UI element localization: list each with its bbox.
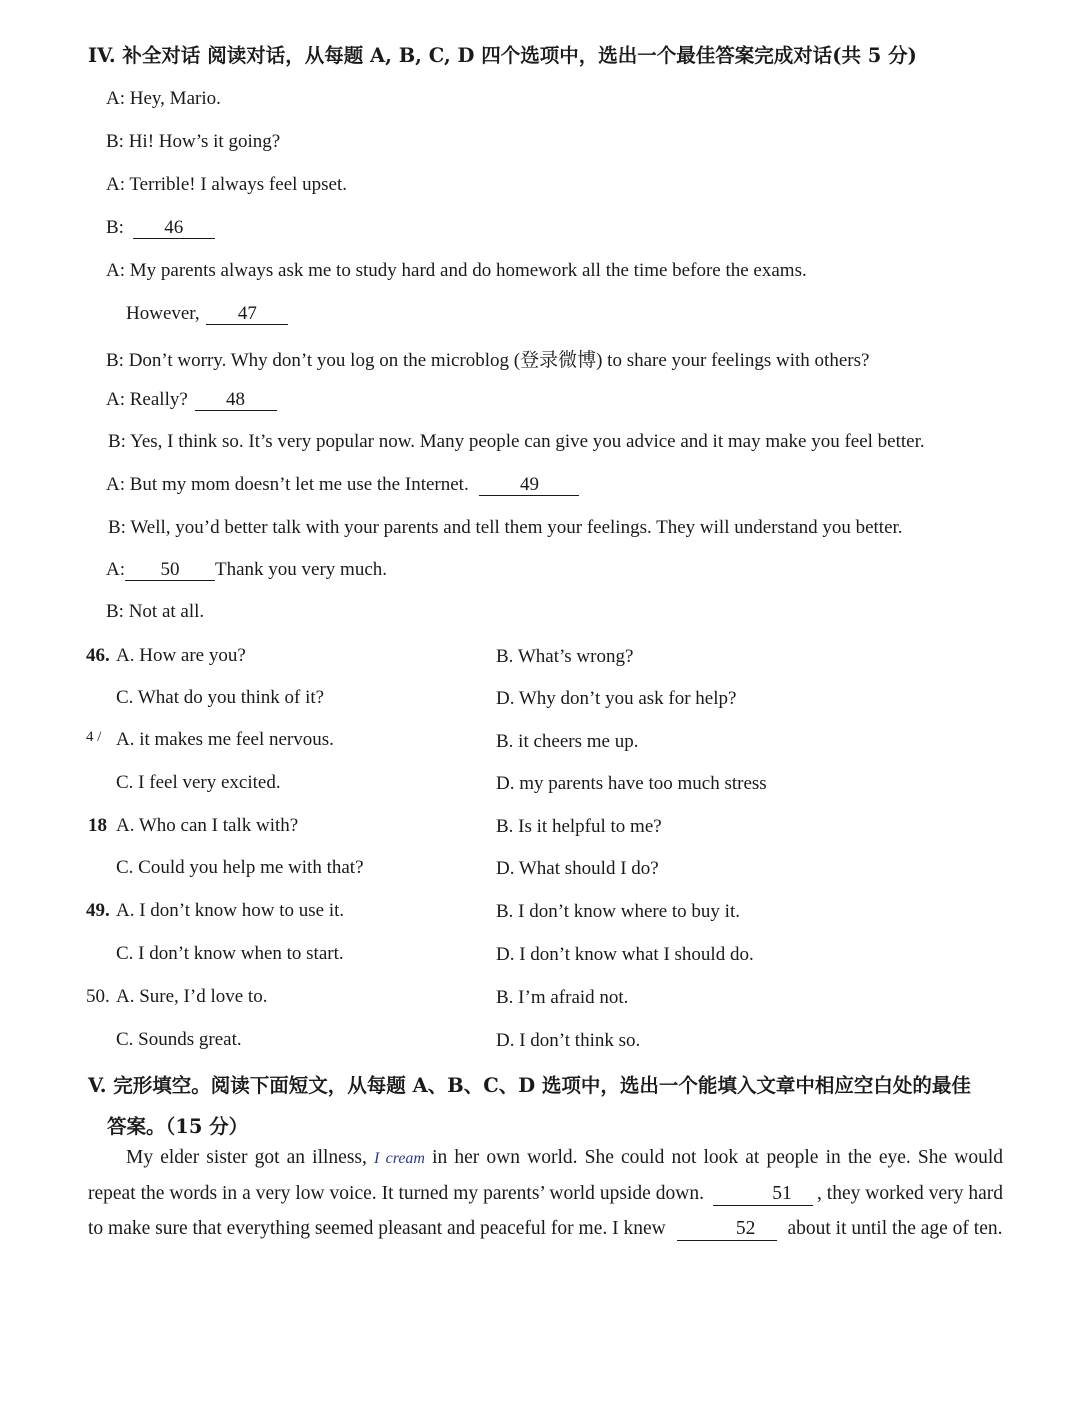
option-b: B. What’s wrong?: [496, 646, 634, 667]
dialogue-line: A: Terrible! I always feel upset.: [106, 174, 348, 195]
dialogue-line: B: Yes, I think so. It’s very popular now. Many people can give you advice and it may make you feel better.: [108, 431, 925, 452]
option-d: D. my parents have too much stress: [496, 773, 767, 794]
handwritten-scribble: I cream: [374, 1150, 425, 1167]
option-c: C. Sounds great.: [116, 1029, 242, 1050]
option-d: D. I don’t know what I should do.: [496, 944, 754, 965]
dialogue-text: Thank you very much.: [215, 559, 388, 580]
option-b: B. I’m afraid not.: [496, 987, 629, 1008]
answer-blank: 48: [195, 390, 277, 411]
dialogue-text: However,: [126, 303, 205, 324]
dialogue-line: A: My parents always ask me to study hard and do homework all the time before the exams.: [106, 260, 807, 281]
dialogue-line: B: Hi! How’s it going?: [106, 131, 281, 152]
dialogue-line: B: Well, you’d better talk with your parents and tell them your feelings. They will understand you better.: [108, 517, 903, 538]
passage-text: , they worked very hard to make sure that everything seemed pleasant and peaceful for me. I knew: [88, 1183, 1003, 1239]
question-number: 18: [88, 815, 107, 836]
dialogue-line: B: Not at all.: [106, 601, 205, 622]
section-4-heading: IV. 补全对话 阅读对话，从每题 A, B, C, D 四个选项中，选出一个最佳答案完成对话(共 5 分): [88, 44, 917, 67]
option-d: D. Why don’t you ask for help?: [496, 688, 737, 709]
dialogue-line: [106, 559, 387, 581]
section-5-heading-cont: 答案。（15 分）: [107, 1115, 249, 1138]
dialogue-line: [106, 217, 215, 239]
option-d: D. What should I do?: [496, 858, 659, 879]
dialogue-text: A: But my mom doesn’t let me use the Internet.: [106, 474, 474, 495]
answer-blank: 51: [713, 1183, 813, 1206]
question-number: 49.: [86, 900, 110, 921]
answer-blank: 47: [206, 304, 288, 325]
option-b: B. Is it helpful to me?: [496, 816, 662, 837]
dialogue-line: [126, 303, 288, 325]
dialogue-text: B:: [106, 217, 129, 238]
answer-blank: 49: [479, 475, 579, 496]
passage-text: about it until the age of ten.: [782, 1218, 1003, 1239]
cloze-passage: [88, 1140, 1003, 1246]
dialogue-line: [106, 474, 579, 496]
option-b: B. it cheers me up.: [496, 731, 639, 752]
question-number: 50.: [86, 986, 110, 1007]
option-a: A. Who can I talk with?: [116, 815, 299, 836]
dialogue-line: A: Hey, Mario.: [106, 88, 221, 109]
option-c: C. I don’t know when to start.: [116, 943, 344, 964]
option-b: B. I don’t know where to buy it.: [496, 901, 740, 922]
answer-blank: 46: [133, 218, 215, 239]
answer-blank: 52: [677, 1218, 777, 1241]
option-c: C. What do you think of it?: [116, 687, 325, 708]
option-d: D. I don’t think so.: [496, 1030, 641, 1051]
option-a: A. How are you?: [116, 645, 246, 666]
dialogue-text: A: Really?: [106, 389, 193, 410]
dialogue-line: B: Don’t worry. Why don’t you log on the microblog (登录微博) to share your feelings with others?: [106, 350, 870, 371]
question-number: 46.: [86, 645, 110, 666]
option-a: A. it makes me feel nervous.: [116, 729, 334, 750]
option-c: C. I feel very excited.: [116, 772, 281, 793]
passage-text: in her own world. She could not look at people in the eye. She would repeat the words in a very low voice. It turned my parents’ world upside down.: [88, 1147, 1004, 1204]
question-number: 4 /: [86, 729, 102, 745]
dialogue-text: A:: [106, 559, 125, 580]
option-a: A. I don’t know how to use it.: [116, 900, 345, 921]
option-a: A. Sure, I’d love to.: [116, 986, 268, 1007]
section-5-heading: V. 完形填空。阅读下面短文，从每题 A、B、C、D 选项中，选出一个能填入文章中相应空白处的最佳: [88, 1074, 971, 1097]
passage-text: My elder sister got an illness,: [126, 1147, 375, 1168]
option-c: C. Could you help me with that?: [116, 857, 364, 878]
dialogue-line: [106, 389, 277, 411]
answer-blank: 50: [125, 560, 215, 581]
